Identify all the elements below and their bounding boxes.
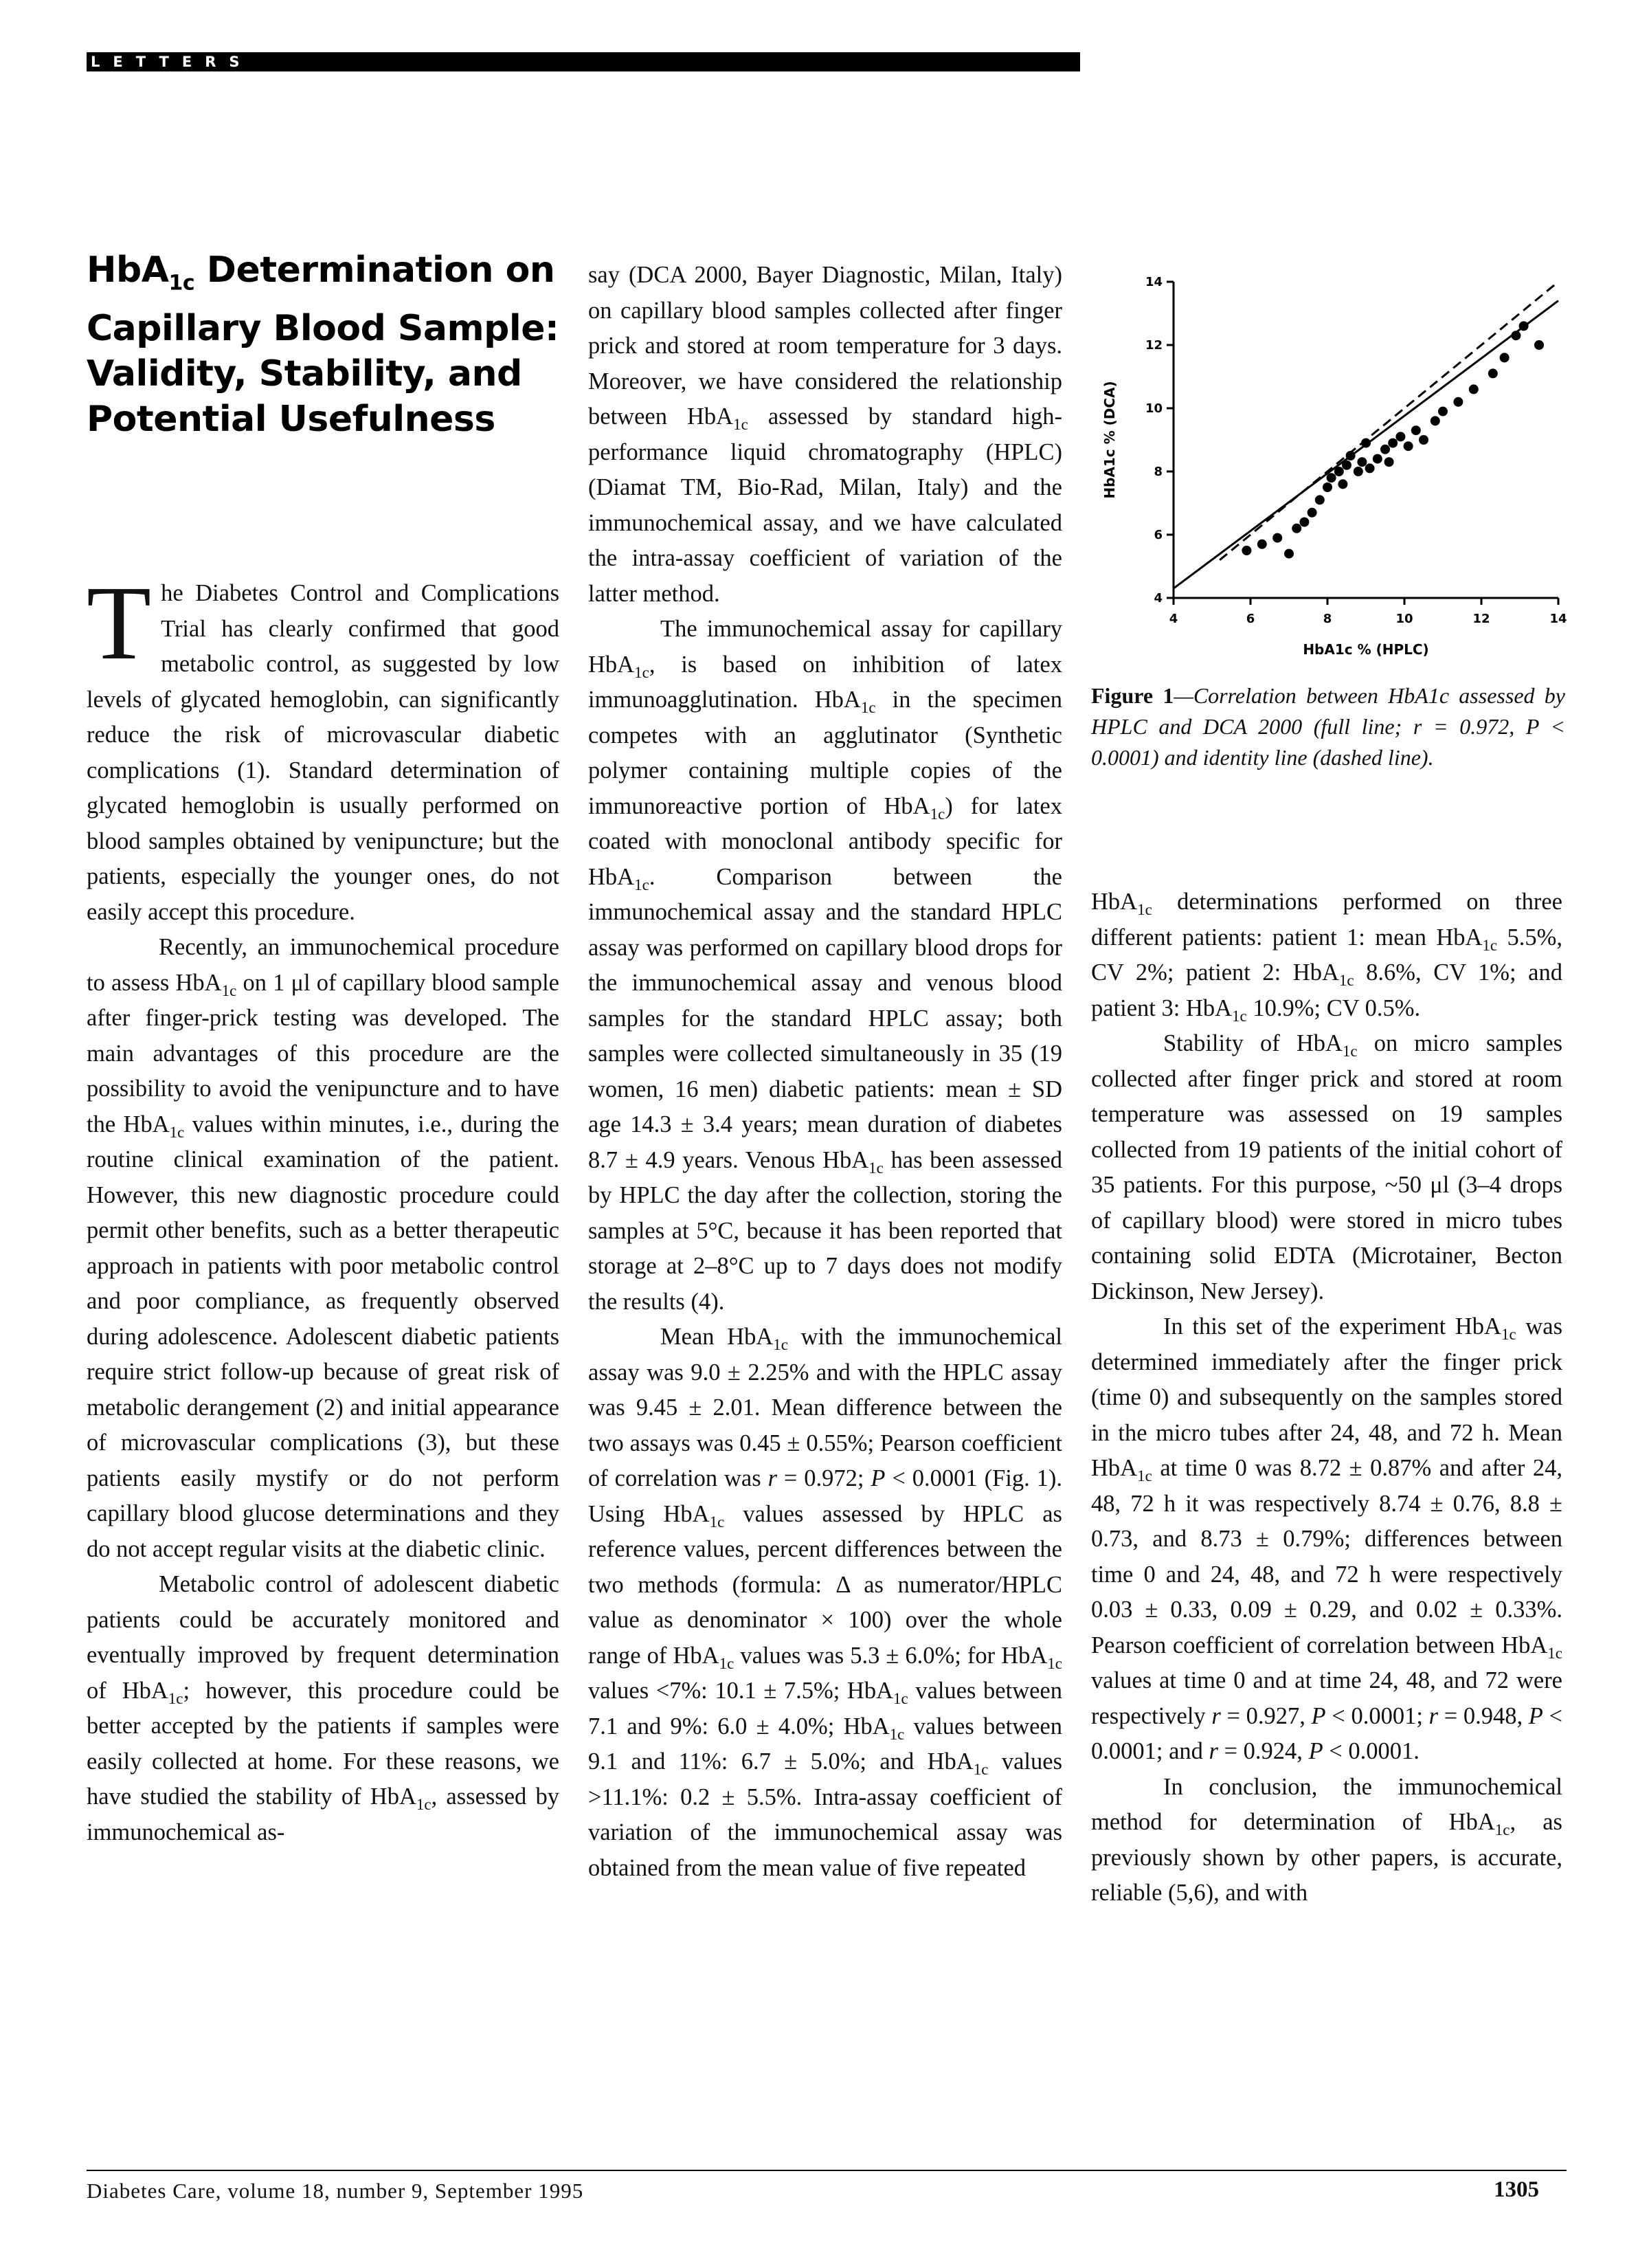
x-tick-label: 6 <box>1246 612 1255 626</box>
data-point <box>1384 457 1394 467</box>
data-point <box>1411 425 1421 435</box>
data-point <box>1242 546 1251 555</box>
paragraph-intro: The Diabetes Control and Complications Trial has clearly confirmed that good metabolic control, as suggested by low levels of glycated hemoglobin, can significantly reduce the risk of microvascular diabetic complications (1). Standard determination of glycated hemoglobin is usually performed on blood samples obtained by venipuncture; but the patients, especially the younger ones, do not easily accept this procedure. <box>87 565 559 925</box>
x-tick-label: 8 <box>1323 612 1332 626</box>
data-point <box>1395 432 1405 441</box>
identity-line <box>1220 282 1558 560</box>
paragraph-assay: The immunochemical assay for capillary HbA$_{1c}$, is based on inhibition of latex immunoagglutination. HbA$_{1c}$ in the specimen competes with an agglutinator (Synthetic polymer containing multiple copies of the immunoreactive portion of HbA$_{1c}$) for latex coated with monoclonal antibody specific for HbA$_{1c}$. Comparison between the immunochemical assay and the standard HPLC assay was performed on capillary blood drops for the immunochemical assay and venous blood samples for the standard HPLC assay; both samples were collected simultaneously in 35 (19 women, 16 men) diabetic patients: mean ± SD age 14.3 ± 3.4 years; mean duration of diabetes 8.7 ± 4.9 years. Venous HbA$_{1c}$ has been assessed by HPLC the day after the collection, storing the samples at 5°C, because it has been reported that storage at 2–8°C up to 7 days does not modify the results (4). <box>588 616 1062 1315</box>
body-column-3 <box>1091 885 1562 1911</box>
data-point <box>1338 479 1347 489</box>
data-point <box>1519 321 1529 331</box>
body-column-2 <box>588 258 1062 1886</box>
page-number: 1305 <box>1494 2177 1539 2202</box>
y-tick-label: 12 <box>1145 338 1163 353</box>
data-point <box>1380 445 1390 454</box>
data-point <box>1388 438 1398 448</box>
data-point <box>1354 467 1363 476</box>
data-point <box>1257 540 1267 549</box>
y-axis-label: HbA1c % (DCA) <box>1101 381 1118 499</box>
scatter-plot <box>1091 268 1572 680</box>
data-point <box>1292 524 1301 533</box>
y-tick-label: 6 <box>1154 528 1163 542</box>
data-point <box>1373 454 1382 464</box>
body-column-1 <box>87 565 559 1850</box>
data-point <box>1534 340 1544 350</box>
data-point <box>1327 473 1336 482</box>
data-point <box>1323 482 1332 492</box>
y-tick-label: 4 <box>1154 591 1163 605</box>
data-point <box>1334 467 1344 476</box>
section-label: LETTERS <box>91 54 253 70</box>
x-tick-label: 14 <box>1549 612 1567 626</box>
y-tick-label: 14 <box>1145 275 1163 289</box>
drop-cap: T <box>87 565 152 682</box>
y-tick-label: 10 <box>1145 401 1163 416</box>
data-point <box>1469 384 1479 394</box>
paragraph-stability: Stability of HbA$_{1c}$ on micro samples collected after finger prick and stored at room temperature was assessed on 19 samples collected from 19 patients of the initial cohort of 35 patients. For this purpose, ~50 μl (3–4 drops of capillary blood) were stored in micro tubes containing solid EDTA (Microtainer, Becton Dickinson, New Jersey). <box>1091 1030 1563 1304</box>
x-axis-label: HbA1c % (HPLC) <box>1303 641 1429 658</box>
data-point <box>1346 451 1356 460</box>
data-point <box>1511 331 1521 340</box>
data-point <box>1404 441 1413 451</box>
data-point <box>1299 518 1309 527</box>
paragraph-recently: Recently, an immunochemical procedure to assess HbA$_{1c}$ on 1 μl of capillary blood sample after finger-prick testing was developed. The main advantages of this procedure are the possibility to avoid the venipuncture and to have the HbA$_{1c}$ values within minutes, i.e., during the routine clinical examination of the patient. However, this new diagnostic procedure could permit other benefits, such as a better therapeutic approach in patients with poor metabolic control and poor compliance, as frequently observed during adolescence. Adolescent diabetic patients require strict follow-up because of great risk of metabolic derangement (2) and initial appearance of microvascular complications (3), but these patients easily mystify or do not perform capillary blood glucose determinations and they do not accept regular visits at the diabetic clinic. <box>87 934 559 1562</box>
paragraph-conclusion: In conclusion, the immunochemical method for determination of HbA$_{1c}$, as previously shown by other papers, is accurate, reliable (5,6), and with <box>1091 1773 1562 1906</box>
journal-citation: Diabetes Care, volume 18, number 9, September 1995 <box>87 2179 584 2203</box>
data-point <box>1284 549 1294 559</box>
data-point <box>1500 353 1510 362</box>
footer-rule <box>87 2170 1567 2171</box>
data-point <box>1361 438 1371 448</box>
paragraph-results: Mean HbA$_{1c}$ with the immunochemical assay was 9.0 ± 2.25% and with the HPLC assay was 9.45 ± 2.01. Mean difference between the two assays was 0.45 ± 0.55%; Pearson coefficient of correlation was r = 0.972; P < 0.0001 (Fig. 1). Using HbA$_{1c}$ values assessed by HPLC as reference values, percent differences between the two methods (formula: Δ as numerator/HPLC value as denominator × 100) over the whole range of HbA$_{1c}$ values was 5.3 ± 6.0%; for HbA$_{1c}$ values <7%: 10.1 ± 7.5%; HbA$_{1c}$ values between 7.1 and 9%: 6.0 ± 4.0%; HbA$_{1c}$ values between 9.1 and 11%: 6.7 ± 5.0%; and HbA$_{1c}$ values >11.1%: 0.2 ± 5.5%. Intra-assay coefficient of variation of the immunochemical assay was obtained from the mean value of five repeated <box>588 1324 1063 1881</box>
article-title: HbA$_{1c}$ Determination on Capillary Blood Sample: Validity, Stability, and Potential Usefulness <box>87 249 559 441</box>
data-point <box>1342 460 1351 470</box>
paragraph-metabolic-control: Metabolic control of adolescent diabetic patients could be accurately monitored and eventually improved by frequent determination of HbA$_{1c}$; however, this procedure could be better accepted by the patients if samples were easily collected at home. For these reasons, we have studied the stability of HbA$_{1c}$, assessed by immunochemical as- <box>87 1571 559 1845</box>
figure-caption <box>1091 680 1565 773</box>
data-point <box>1419 435 1428 445</box>
data-point <box>1488 368 1498 378</box>
data-point <box>1315 495 1325 504</box>
paragraph-methods-continued: say (DCA 2000, Bayer Diagnostic, Milan, Italy) on capillary blood samples collected after finger prick and stored at room temperature for 3 days. Moreover, we have considered the relationship between HbA$_{1c}$ assessed by standard high-performance liquid chromatography (HPLC) (Diamat TM, Bio-Rad, Milan, Italy) and the immunochemical assay, and we have calculated the intra-assay coefficient of variation of the latter method. <box>588 262 1062 607</box>
data-point <box>1453 397 1463 407</box>
data-point <box>1438 407 1448 416</box>
figure-label: Figure 1 <box>1091 683 1174 708</box>
x-tick-label: 4 <box>1169 612 1178 626</box>
paragraph-experiment: In this set of the experiment HbA$_{1c}$ was determined immediately after the finger prick (time 0) and subsequently on the samples stored in the micro tubes after 24, 48, and 72 h. Mean HbA$_{1c}$ at time 0 was 8.72 ± 0.87% and after 24, 48, 72 h it was respectively 8.74 ± 0.76, 8.8 ± 0.73, and 8.73 ± 0.79%; differences between time 0 and 24, 48, and 72 h were respectively 0.03 ± 0.33, 0.09 ± 0.29, and 0.02 ± 0.33%. Pearson coefficient of correlation between HbA$_{1c}$ values at time 0 and at time 24, 48, and 72 were respectively r = 0.927, P < 0.0001; r = 0.948, P < 0.0001; and r = 0.924, P < 0.0001. <box>1091 1313 1563 1764</box>
x-tick-label: 10 <box>1395 612 1413 626</box>
figure-caption-text: —Correlation between HbA1c assessed by HPLC and DCA 2000 (full line; r = 0.972, P < 0.0001) and identity line (dashed line). <box>1091 683 1566 770</box>
data-point <box>1308 508 1317 518</box>
data-point <box>1272 533 1282 543</box>
data-point <box>1431 416 1440 425</box>
y-tick-label: 8 <box>1154 465 1163 479</box>
section-header-bar <box>87 52 1080 71</box>
data-point <box>1357 457 1367 467</box>
x-tick-label: 12 <box>1472 612 1490 626</box>
paragraph-cv: HbA$_{1c}$ determinations performed on three different patients: patient 1: mean HbA$_{1c}$ 5.5%, CV 2%; patient 2: HbA$_{1c}$ 8.6%, CV 1%; and patient 3: HbA$_{1c}$ 10.9%; CV 0.5%. <box>1091 889 1562 1025</box>
data-point <box>1365 463 1375 473</box>
